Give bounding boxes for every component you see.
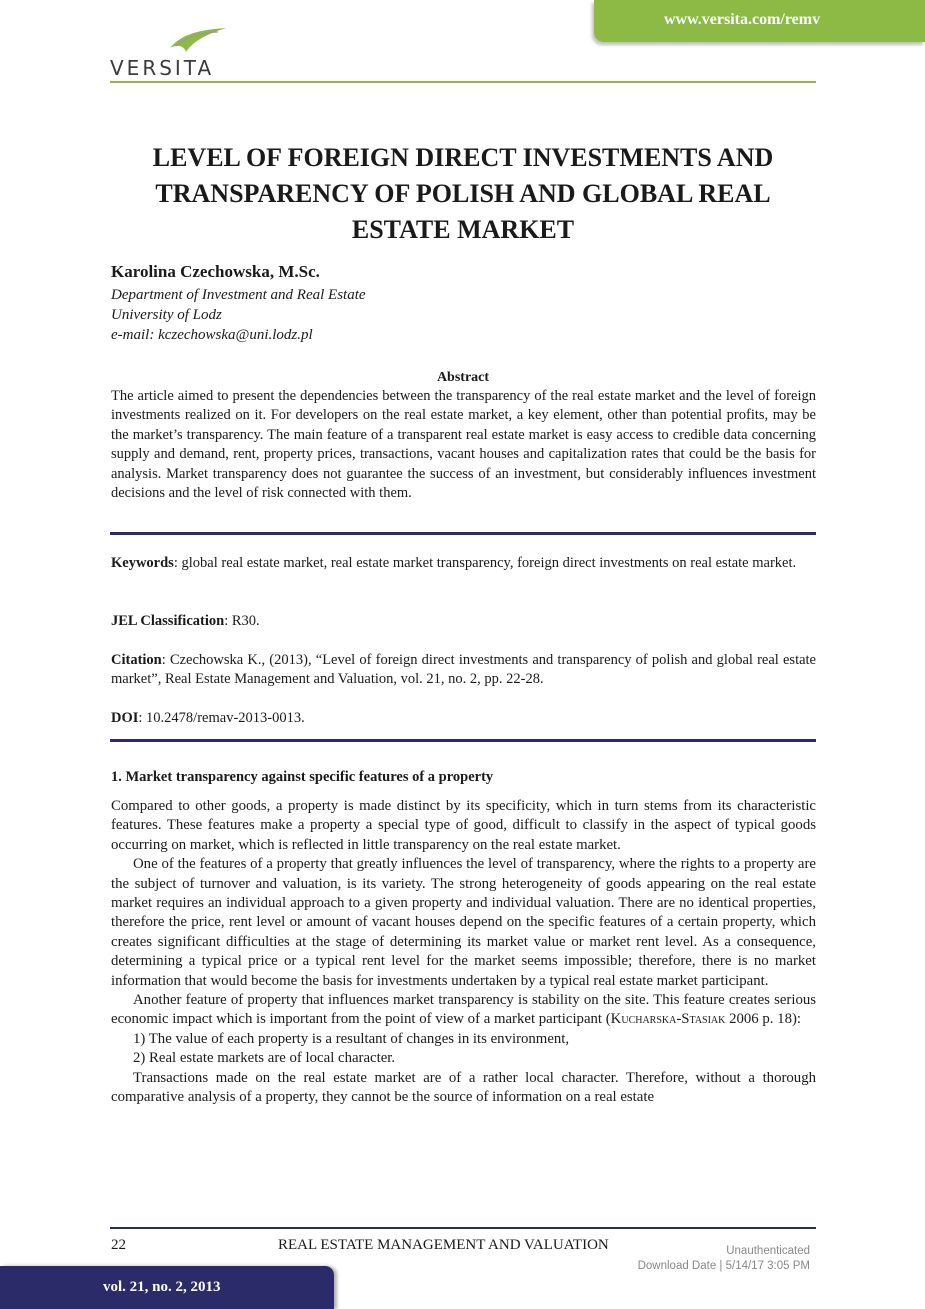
journal-name: REAL ESTATE MANAGEMENT AND VALUATION (278, 1237, 609, 1253)
paragraph-4: Transactions made on the real estate market are of a rather local character. Therefore, without a thorough comparative analysis of a property, they cannot be the source of information on a real estate (111, 1069, 816, 1106)
author-name: Karolina Czechowska, M.Sc. (111, 262, 320, 281)
abstract-heading: Abstract (436, 370, 490, 385)
list-item: 1) The value of each property is a resultant of changes in its environment, (133, 1030, 570, 1047)
download-date: Download Date | 5/14/17 3:05 PM (637, 1260, 810, 1272)
paragraph-2: One of the features of a property that greatly influences the level of transparency, where the rights to a property are the subject of turnover and valuation, is its variety. The strong heterogeneity of goods appearing on the real estate market requires an individual approach to a given property and individual valuation. There are no identical properties, therefore the price, rent level or amount of vacant houses depend on the specific features of a certain property, which creates significant difficulties at the stage of determining its market value or market rent level. As a consequence, determining a typical price or a typical rent level for the market seems impossible; therefore, there is no market information that would become the basis for investments undertaken by a typical real estate market participant. (111, 856, 816, 989)
citation-text: : Czechowska K., (2013), “Level of foreign direct investments and transparency of polish and global real estate market”, Real Estate Management and Valuation, vol. 21, no. 2, pp. 22-28. (111, 652, 816, 688)
jel-label: JEL Classification (111, 613, 225, 629)
doi-label: DOI (111, 710, 139, 726)
logo-text: VERSITA (110, 56, 215, 80)
header-divider (110, 81, 816, 83)
keywords-text: : global real estate market, real estate market transparency, foreign direct investments on real estate market. (173, 555, 797, 571)
citation-label: Citation (111, 652, 162, 668)
bird-icon (168, 26, 228, 54)
section-heading: 1. Market transparency against specific features of a property (111, 769, 494, 785)
volume-label: vol. 21, no. 2, 2013 (103, 1279, 221, 1295)
versita-logo (110, 26, 225, 78)
citation (111, 651, 816, 690)
list-item: 2) Real estate markets are of local character. (133, 1050, 396, 1067)
keywords-label: Keywords (111, 555, 174, 571)
download-stamp (560, 1244, 810, 1274)
doi (111, 709, 816, 728)
citation-author: Kucharska-Stasiak (610, 1011, 726, 1028)
article-title: LEVEL OF FOREIGN DIRECT INVESTMENTS AND TRANSPARENCY OF POLISH AND GLOBAL REAL ESTATE MARKET (152, 143, 774, 244)
section-body (111, 797, 816, 1108)
meta-divider (110, 739, 816, 742)
paragraph-3-start: Another feature of property that influences market transparency is stability on the site. This feature creates serious economic impact which is important from the point of view of a market participant ( (111, 992, 816, 1028)
paragraph-1: Compared to other goods, a property is made distinct by its specificity, which in turn stems from its characteristic features. These features make a property a special type of good, difficult to classify in the aspect of typical goods occurring on market, which is reflected in little transparency on the real estate market. (111, 798, 816, 853)
page-number: 22 (111, 1237, 126, 1253)
author-department: Department of Investment and Real Estate (111, 287, 366, 303)
jel-classification (111, 612, 816, 631)
footer-divider (110, 1227, 816, 1229)
doi-text[interactable]: : 10.2478/remav-2013-0013. (138, 710, 305, 726)
volume-tab (0, 1266, 334, 1309)
jel-text: : R30. (224, 613, 260, 629)
abstract-text: The article aimed to present the dependencies between the transparency of the real estate market and the level of foreign investments realized on it. For developers on the real estate market, a key element, other than potential profits, may be the market’s transparency. The main feature of a transparent real estate market is easy access to credible data concerning supply and demand, rent, property prices, transactions, vacant houses and capitalization rates that could be the basis for analysis. Market transparency does not guarantee the success of an investment, but considerably influences investment decisions and the level of risk connected with them. (111, 388, 816, 502)
author-university: University of Lodz (111, 307, 222, 323)
author-affiliation (111, 285, 366, 345)
paragraph-3 (111, 991, 816, 1030)
author-email[interactable]: e-mail: kczechowska@uni.lodz.pl (111, 327, 313, 343)
paragraph-3-end: 2006 p. 18): (725, 1011, 801, 1028)
keywords (111, 554, 816, 573)
journal-url[interactable]: www.versita.com/remv (664, 11, 821, 28)
journal-url-tab (594, 0, 925, 42)
abstract-divider (110, 532, 816, 535)
unauthenticated-label: Unauthenticated (726, 1245, 810, 1257)
